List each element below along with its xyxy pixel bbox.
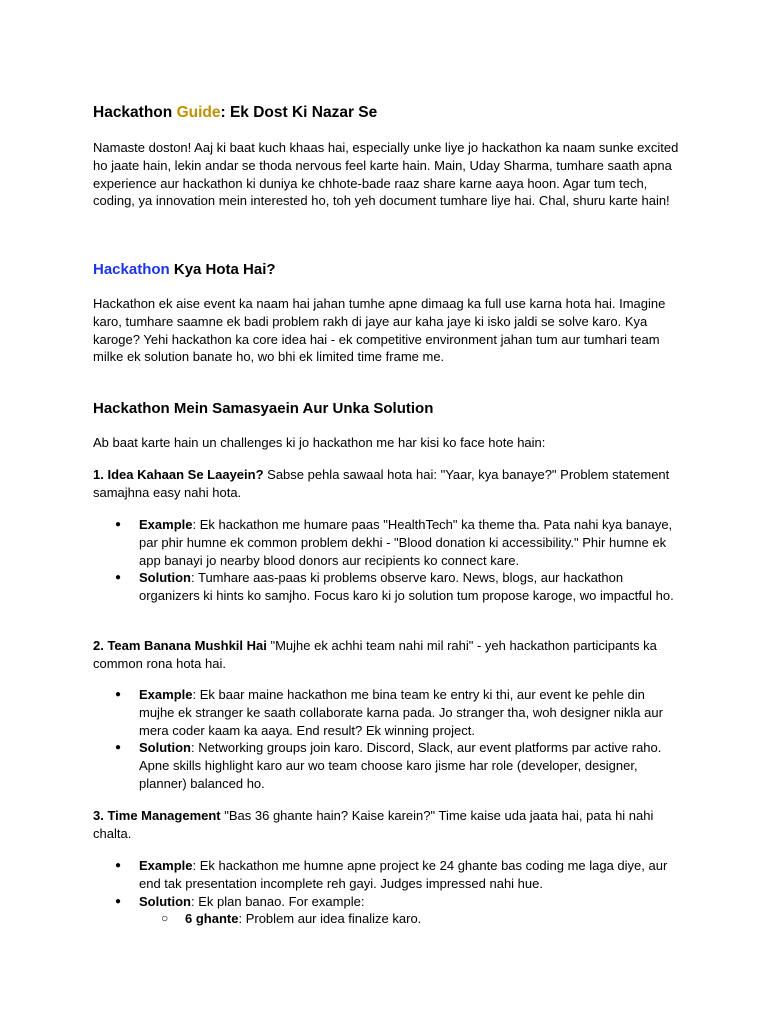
section-heading-problems: Hackathon Mein Samasyaein Aur Unka Solution	[93, 400, 434, 417]
problem-1-statement: 1. Idea Kahaan Se Laayein? Sabse pehla sawaal hota hai: "Yaar, kya banaye?" Problem statement samajhna easy nahi hota.	[93, 467, 670, 500]
problem-3-statement: 3. Time Management "Bas 36 ghante hain? Kaise karein?" Time kaise uda jaata hai, pata hi nahi chalta.	[93, 808, 654, 841]
problem-2-bullets	[93, 686, 683, 793]
problem-1-bullets	[93, 516, 683, 605]
section-what-is-body: Hackathon ek aise event ka naam hai jahan tumhe apne dimaag ka full use karna hota hai. Imagine karo, tumhare saamne ek badi problem rakh di jaye aur kaha jaye ki isko jaldi se solve karo. Kya karoge? Yehi hackathon ka core idea hai - ek competitive environment jahan tum aur tumhari team milke ek solution banate ho, wo bhi ek limited time frame me.	[93, 296, 666, 365]
problem-3-bullets	[93, 857, 683, 928]
problem-2-solution: ● Solution: Networking groups join karo. Discord, Slack, aur event platforms par active raho. Apne skills highlight karo aur wo team choose karo jisme har role (developer, designer, planner) balanced ho.	[93, 739, 683, 792]
document-title: Hackathon Guide: Ek Dost Ki Nazar Se	[93, 104, 378, 121]
intro-paragraph: Namaste doston! Aaj ki baat kuch khaas hai, especially unke liye jo hackathon ka naam sunke excited ho jaate hain, lekin andar se thoda nervous feel karte hain. Main, Uday Sharma, tumhare saath apna experience aur hackathon ki duniya ke chhote-bade raaz share karne aaya hoon. Agar tum tech, coding, ya innovation mein interested ho, toh yeh document tumhare liye hai. Chal, shuru karte hain!	[93, 140, 679, 209]
problem-3-example: ● Example: Ek hackathon me humne apne project ke 24 ghante bas coding me laga diye, aur end tak presentation incomplete reh gayi. Judges impressed nahi hue.	[93, 857, 683, 893]
problem-3-solution: ● Solution: Ek plan banao. For example: ○ 6 ghante: Problem aur idea finalize karo.	[93, 893, 683, 929]
plan-item: ○ 6 ghante: Problem aur idea finalize karo.	[139, 910, 683, 928]
section-heading-what-is: Hackathon Kya Hota Hai?	[93, 261, 276, 278]
problem-1-example: ● Example: Ek hackathon me humare paas "HealthTech" ka theme tha. Pata nahi kya banaye, par phir humne ek common problem dekhi - "Blood donation ki accessibility." Phir humne ek app banayi jo nearby blood donors aur recipients ko connect kare.	[93, 516, 683, 569]
heading-accent: Hackathon	[93, 261, 170, 278]
problem-2-example: ● Example: Ek baar maine hackathon me bina team ke entry ki thi, aur event ke pehle din mujhe ek stranger ke saath collaborate karna pada. Jo stranger tha, woh designer nikla aur mera coder kaam ka aaya. End result? Ek winning project.	[93, 686, 683, 739]
problems-lead: Ab baat karte hain un challenges ki jo hackathon me har kisi ko face hote hain:	[93, 435, 546, 450]
problem-3-plan-list	[139, 910, 683, 928]
title-accent: Guide	[176, 104, 221, 121]
problem-2-statement: 2. Team Banana Mushkil Hai "Mujhe ek achhi team nahi mil rahi" - yeh hackathon participants ka common rona hota hai.	[93, 638, 657, 671]
problem-1-solution: ● Solution: Tumhare aas-paas ki problems observe karo. News, blogs, aur hackathon organizers ki hints ko samjho. Focus karo ki jo solution tum propose karoge, wo impactful ho.	[93, 569, 683, 605]
